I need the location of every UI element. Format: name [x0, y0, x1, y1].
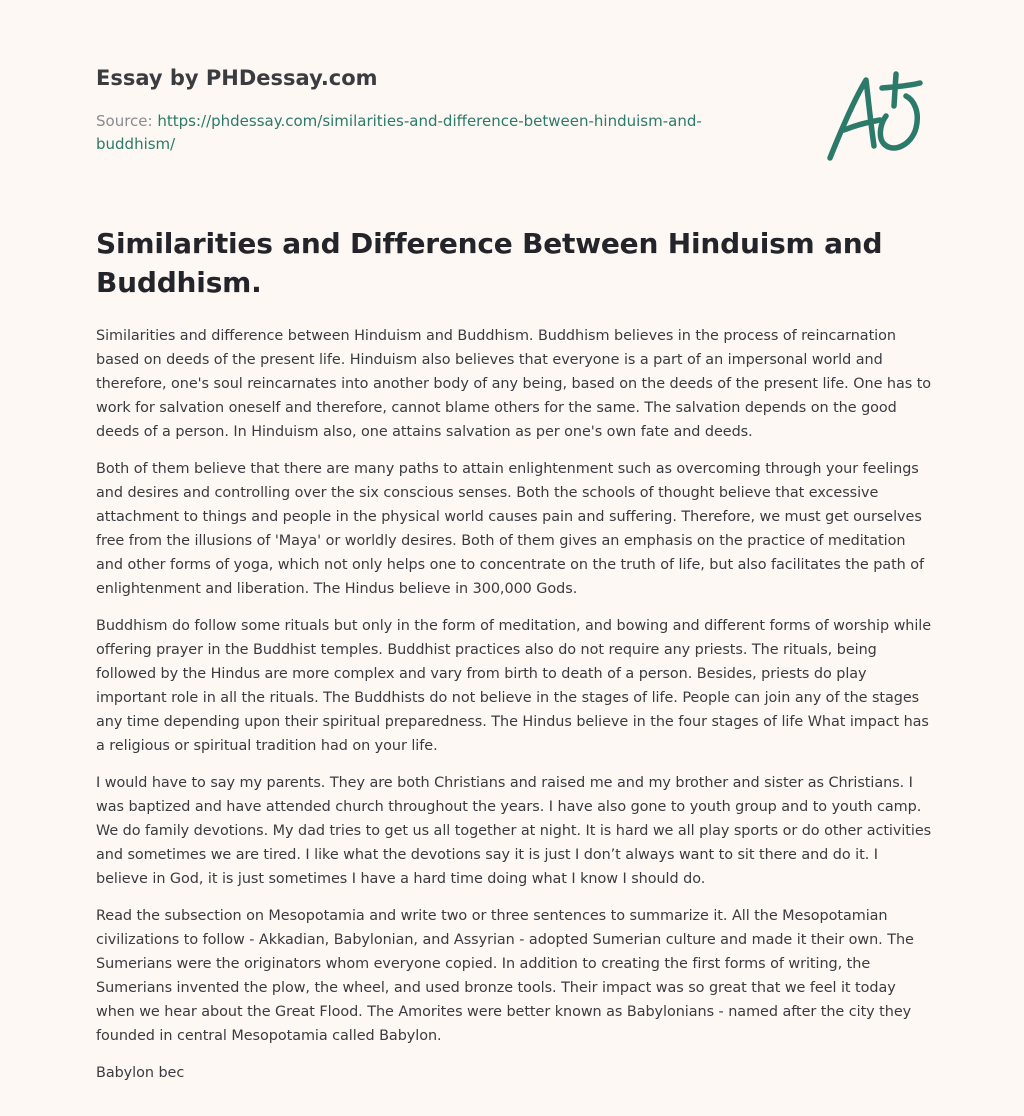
essay-paragraph: Read the subsection on Mesopotamia and write two or three sentences to summarize it. All the Mesopotamian civilizations to follow - Akkadian, Babylonian, and Assyrian - adopted Sumerian culture and made it their own. The Sumerians were the originators whom everyone copied. In addition to creating the first forms of writing, the Sumerians invented the plow, the wheel, and used bronze tools. Their impact was so great that we feel it today when we hear about the Great Flood. The Amorites were better known as Babylonians - named after the city they founded in central Mesopotamia called Babylon.	[96, 908, 914, 1044]
source-link[interactable]: https://phdessay.com/similarities-and-difference-between-hinduism-and-buddhism/	[96, 112, 702, 153]
essay-paragraph: Both of them believe that there are many paths to attain enlightenment such as overcoming through your feelings and desires and controlling over the six conscious senses. Both the schools of thought believe that excessive attachment to things and people in the physical world causes pain and suffering. Therefore, we must get ourselves free from the illusions of 'Maya' or worldly desires. Both of them gives an emphasis on the practice of meditation and other forms of yoga, which not only helps one to concentrate on the truth of life, but also facilitates the path of enlightenment and liberation. The Hindus believe in 300,000 Gods.	[96, 461, 925, 597]
a-plus-logo	[822, 66, 932, 166]
site-title: Essay by PHDessay.com	[96, 66, 378, 90]
essay-paragraph: Buddhism do follow some rituals but only in the form of meditation, and bowing and different forms of worship while offering prayer in the Buddhist temples. Buddhist practices also do not require any priests. The rituals, being followed by the Hindus are more complex and vary from birth to death of a person. Besides, priests do play important role in all the rituals. The Buddhists do not believe in the stages of life. People can join any of the stages any time depending upon their spiritual preparedness. The Hindus believe in the four stages of life What impact has a religious or spiritual tradition had on your life.	[96, 618, 932, 754]
source-label: Source:	[96, 112, 153, 130]
essay-paragraph: I would have to say my parents. They are both Christians and raised me and my brother and sister as Christians. I was baptized and have attended church throughout the years. I have also gone to youth group and to youth camp. We do family devotions. My dad tries to get us all together at night. It is hard we all play sports or do other activities and sometimes we are tired. I like what the devotions say it is just I don’t always want to sit there and do it. I believe in God, it is just sometimes I have a hard time doing what I know I should do.	[96, 775, 932, 887]
a-plus-logo-icon	[822, 66, 932, 166]
essay-body	[96, 324, 934, 1098]
essay-paragraph: Similarities and difference between Hinduism and Buddhism. Buddhism believes in the process of reincarnation based on deeds of the present life. Hinduism also believes that everyone is a part of an impersonal world and therefore, one's soul reincarnates into another body of any being, based on the deeds of the present life. One has to work for salvation oneself and therefore, cannot blame others for the same. The salvation depends on the good deeds of a person. In Hinduism also, one attains salvation as per one's own fate and deeds.	[96, 328, 932, 440]
page-header	[96, 64, 736, 92]
essay-paragraph-truncated: Babylon bec	[96, 1065, 185, 1081]
essay-title: Similarities and Difference Between Hinduism and Buddhism.	[96, 227, 883, 299]
source-line	[96, 110, 736, 156]
